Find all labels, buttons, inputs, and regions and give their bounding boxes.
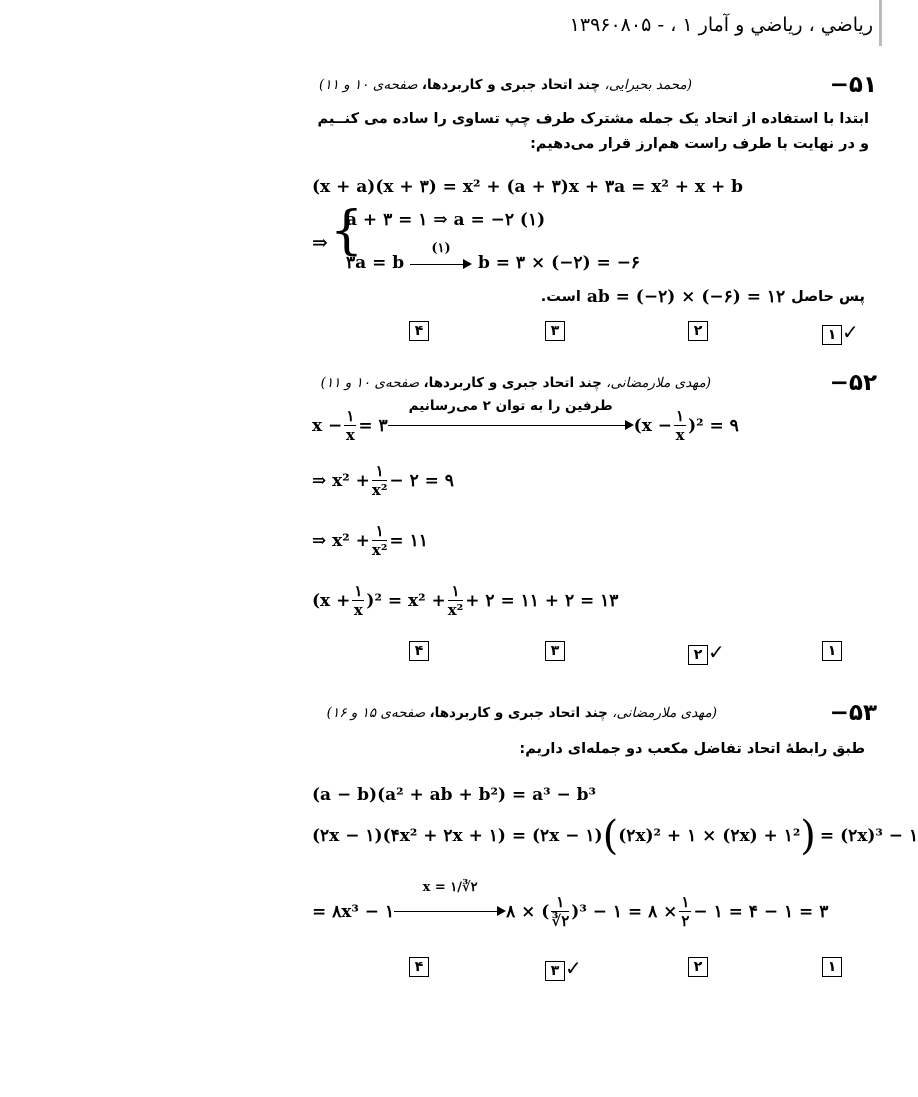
topic: چند اتحاد جبری و کاربردها، <box>429 705 608 721</box>
equation: (x + $\frac{۱}{x}$ )² = x² + $\frac{۱}{\text{x²}}$ + ۲ = ۱۱ + ۲ = ۱۳ <box>312 582 619 619</box>
page-ref: صفحه‌ی ۱۰ و ۱۱) <box>319 77 418 93</box>
option-1[interactable]: ۱ ✓ <box>822 320 859 345</box>
check-icon: ✓ <box>708 640 725 664</box>
page-ref: صفحه‌ی ۱۰ و ۱۱) <box>320 375 420 391</box>
author: (مهدی ملارمضانی، <box>612 705 717 721</box>
equation: x − $\frac{۱}{x}$ = ۳ طرفین را به توان ۲ می‌رسانیم (x − $\frac{۱}{x}$ )² = ۹ <box>312 397 739 444</box>
question-source <box>327 705 717 721</box>
result-equation: ab = (−۲) × (−۶) = ۱۲ <box>586 287 786 307</box>
option-3[interactable]: ۳ <box>545 640 565 661</box>
topic: چند اتحاد جبری و کاربردها، <box>423 375 602 391</box>
option-4[interactable]: ۴ <box>409 640 429 661</box>
equation: ⇒ x² + $\frac{۱}{\text{x²}}$ = ۱۱ <box>312 522 428 559</box>
option-2[interactable]: ۲ <box>688 320 708 341</box>
equation: ⇒ x² + $\frac{۱}{\text{x²}}$ − ۲ = ۹ <box>312 462 454 499</box>
implies-arrow: (۱) <box>410 255 472 273</box>
page-header: رياضي ، رياضي و آمار ۱ ، - ۱۳۹۶۰۸۰۵ <box>569 14 873 36</box>
check-icon: ✓ <box>565 956 582 980</box>
equation: (a − b)(a² + ab + b²) = a³ − b³ <box>312 785 596 805</box>
option-4[interactable]: ۴ <box>409 956 429 977</box>
question-text: ابتدا با استفاده از اتحاد یک جمله مشترک طرف چپ تساوی را ساده می کنــیم و در نهایت با طرف راست هم‌ارز قرار می‌دهیم: <box>317 111 869 152</box>
check-icon: ✓ <box>842 320 859 344</box>
option-1[interactable]: ۱ <box>822 640 842 661</box>
option-4[interactable]: ۴ <box>409 320 429 341</box>
equation: (۲x − ۱)(۴x² + ۲x + ۱) = (۲x − ۱) ( (۲x)² + ۱ × (۲x) + ۱² ) = (۲x)³ − ۱ <box>312 813 918 859</box>
equation: a + ۳ = ۱ ⇒ a = −۲ (۱) <box>346 210 546 230</box>
result-line: پس حاصل ab = (−۲) × (−۶) = ۱۲ است. <box>540 287 865 307</box>
author: (محمد بحیرایی، <box>604 77 692 93</box>
topic: چند اتحاد جبری و کاربردها، <box>421 77 601 93</box>
option-1[interactable]: ۱ <box>822 956 842 977</box>
question-number: −۵۱ <box>829 72 877 98</box>
equation: ۳a = b (۱) b = ۳ × (−۲) = −۶ <box>346 240 641 273</box>
option-3[interactable]: ۳ <box>545 320 565 341</box>
substitution-arrow: x = ۱/∛۲ <box>394 902 506 922</box>
implies-sign: ⇒ <box>312 232 328 254</box>
question-number: −۵۳ <box>829 700 877 726</box>
page-ref: صفحه‌ی ۱۵ و ۱۶) <box>326 705 426 721</box>
author: (مهدی ملارمضانی، <box>606 375 711 391</box>
equation: (x + a)(x + ۳) = x² + (a + ۳)x + ۳a = x² + x + b <box>312 177 744 197</box>
power-arrow: طرفین را به توان ۲ می‌رسانیم <box>388 416 634 436</box>
option-2[interactable]: ۲ <box>688 956 708 977</box>
equation: = ۸x³ − ۱ x = ۱/∛۲ ۸ × ( $\frac{۱}{∛۲}$ )³ − ۱ = ۸ × $\frac{۱}{۲}$ − ۱ = ۴ − ۱ = ۳ <box>312 879 829 930</box>
question-text: طبق رابطهٔ اتحاد تفاضل مکعب دو جمله‌ای داریم: <box>519 741 865 757</box>
option-2[interactable]: ۲ ✓ <box>688 640 725 665</box>
question-source <box>319 77 692 93</box>
question-number: −۵۲ <box>829 370 877 396</box>
left-brace: { <box>330 201 364 261</box>
option-3[interactable]: ۳ ✓ <box>545 956 582 981</box>
question-source <box>321 375 711 391</box>
header-rule <box>879 0 882 46</box>
